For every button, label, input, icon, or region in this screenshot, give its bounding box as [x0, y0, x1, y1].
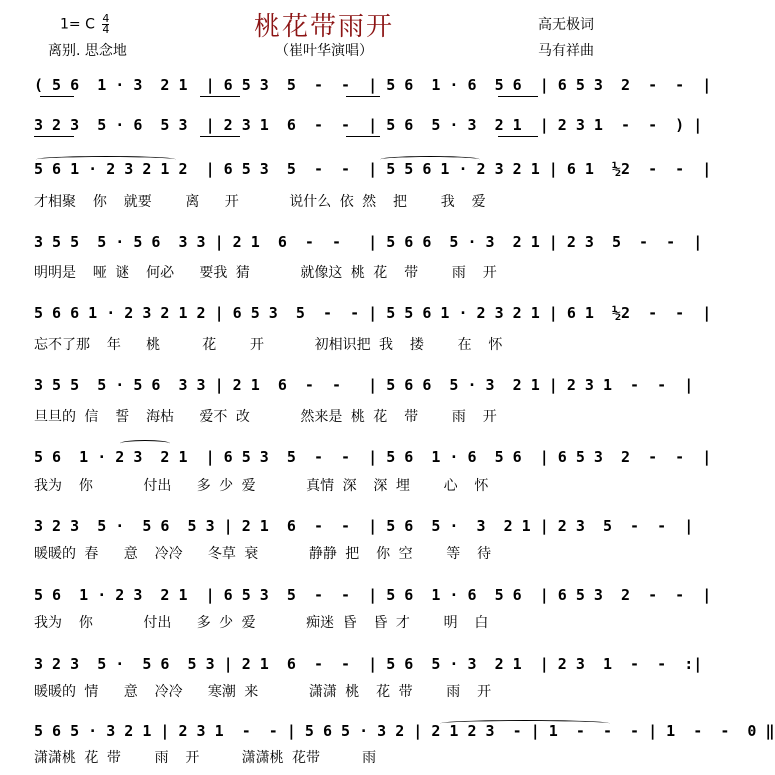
score-line-5-lyrics: 忘不了那 年 桃 花 开 初相识把 我 搂 在 怀 — [34, 337, 503, 353]
beam-line — [498, 136, 538, 137]
expression-marking: 离别. 思念地 — [48, 43, 127, 59]
score-line-8-notes: 3 2 3 5 · 5 6 5 3 | 2 1 6 - - | 5 6 5 · 3 2 1 | 2 3 5 - - | — [34, 517, 694, 535]
beam-line — [40, 96, 74, 97]
score-line-3-notes: 5 6 1 · 2 3 2 1 2 | 6 5 3 5 - - | 5 5 6 1 · 2 3 2 1 | 6 1 ½2 - - | — [34, 160, 712, 178]
slur-mark — [120, 440, 170, 447]
song-title: 桃花带雨开 — [253, 12, 394, 42]
lyricist-credit: 高无极词 — [538, 17, 594, 33]
score-line-9-lyrics: 我为 你 付出 多 少 爱 痴迷 昏 昏 才 明 白 — [34, 615, 489, 631]
slur-mark — [440, 720, 610, 727]
beam-line — [200, 136, 240, 137]
score-line-8-lyrics: 暖暖的 春 意 冷冷 冬草 衰 静静 把 你 空 等 待 — [34, 546, 492, 562]
score-line-10-notes: 3 2 3 5 · 5 6 5 3 | 2 1 6 - - | 5 6 5 · 3 2 1 | 2 3 1 - - :| — [34, 655, 703, 673]
beam-line — [346, 136, 380, 137]
beam-line — [498, 96, 538, 97]
score-line-10-lyrics: 暖暖的 情 意 冷冷 寒潮 来 潇潇 桃 花 带 雨 开 — [34, 684, 492, 700]
beam-line — [346, 96, 380, 97]
composer-credit: 马有祥曲 — [538, 43, 594, 59]
score-line-1-notes: ( 5 6 1 · 3 2 1 | 6 5 3 5 - - | 5 6 1 · 6 5 6 | 6 5 3 2 - - | — [34, 76, 712, 94]
score-line-6-lyrics: 旦旦的 信 誓 海枯 爱不 改 然来是 桃 花 带 雨 开 — [34, 409, 497, 425]
beam-line — [34, 136, 74, 137]
score-line-9-notes: 5 6 1 · 2 3 2 1 | 6 5 3 5 - - | 5 6 1 · 6 5 6 | 6 5 3 2 - - | — [34, 586, 712, 604]
slur-mark — [36, 156, 176, 163]
score-line-7-notes: 5 6 1 · 2 3 2 1 | 6 5 3 5 - - | 5 6 1 · 6 5 6 | 6 5 3 2 - - | — [34, 448, 712, 466]
score-line-4-lyrics: 明明是 哑 谜 何必 要我 猜 就像这 桃 花 带 雨 开 — [34, 265, 497, 281]
score-line-11-notes: 5 6 5 · 3 2 1 | 2 3 1 - - | 5 6 5 · 3 2 | 2 1 2 3 - | 1 - - - | 1 - - 0 ‖ — [34, 722, 775, 740]
score-line-11-lyrics: 潇潇桃 花 带 雨 开 潇潇桃 花带 雨 — [34, 750, 377, 766]
score-line-3-lyrics: 才相聚 你 就要 离 开 说什么 依 然 把 我 爱 — [34, 194, 486, 210]
key-signature: 1= C $\frac{4}{4}$ — [60, 12, 110, 36]
singer-credit: （崔叶华演唱） — [275, 43, 373, 59]
score-line-5-notes: 5 6 6 1 · 2 3 2 1 2 | 6 5 3 5 - - | 5 5 6 1 · 2 3 2 1 | 6 1 ½2 - - | — [34, 304, 712, 322]
score-line-2-notes: 3 2 3 5 · 6 5 3 | 2 3 1 6 - - | 5 6 5 · 3 2 1 | 2 3 1 - - ) | — [34, 116, 703, 134]
time-signature: $\frac{4}{4}$ — [102, 12, 110, 36]
beam-line — [200, 96, 240, 97]
score-line-4-notes: 3 5 5 5 · 5 6 3 3 | 2 1 6 - - | 5 6 6 5 · 3 2 1 | 2 3 5 - - | — [34, 233, 703, 251]
slur-mark — [380, 156, 480, 163]
score-line-6-notes: 3 5 5 5 · 5 6 3 3 | 2 1 6 - - | 5 6 6 5 · 3 2 1 | 2 3 1 - - | — [34, 376, 694, 394]
score-line-7-lyrics: 我为 你 付出 多 少 爱 真情 深 深 埋 心 怀 — [34, 478, 489, 494]
